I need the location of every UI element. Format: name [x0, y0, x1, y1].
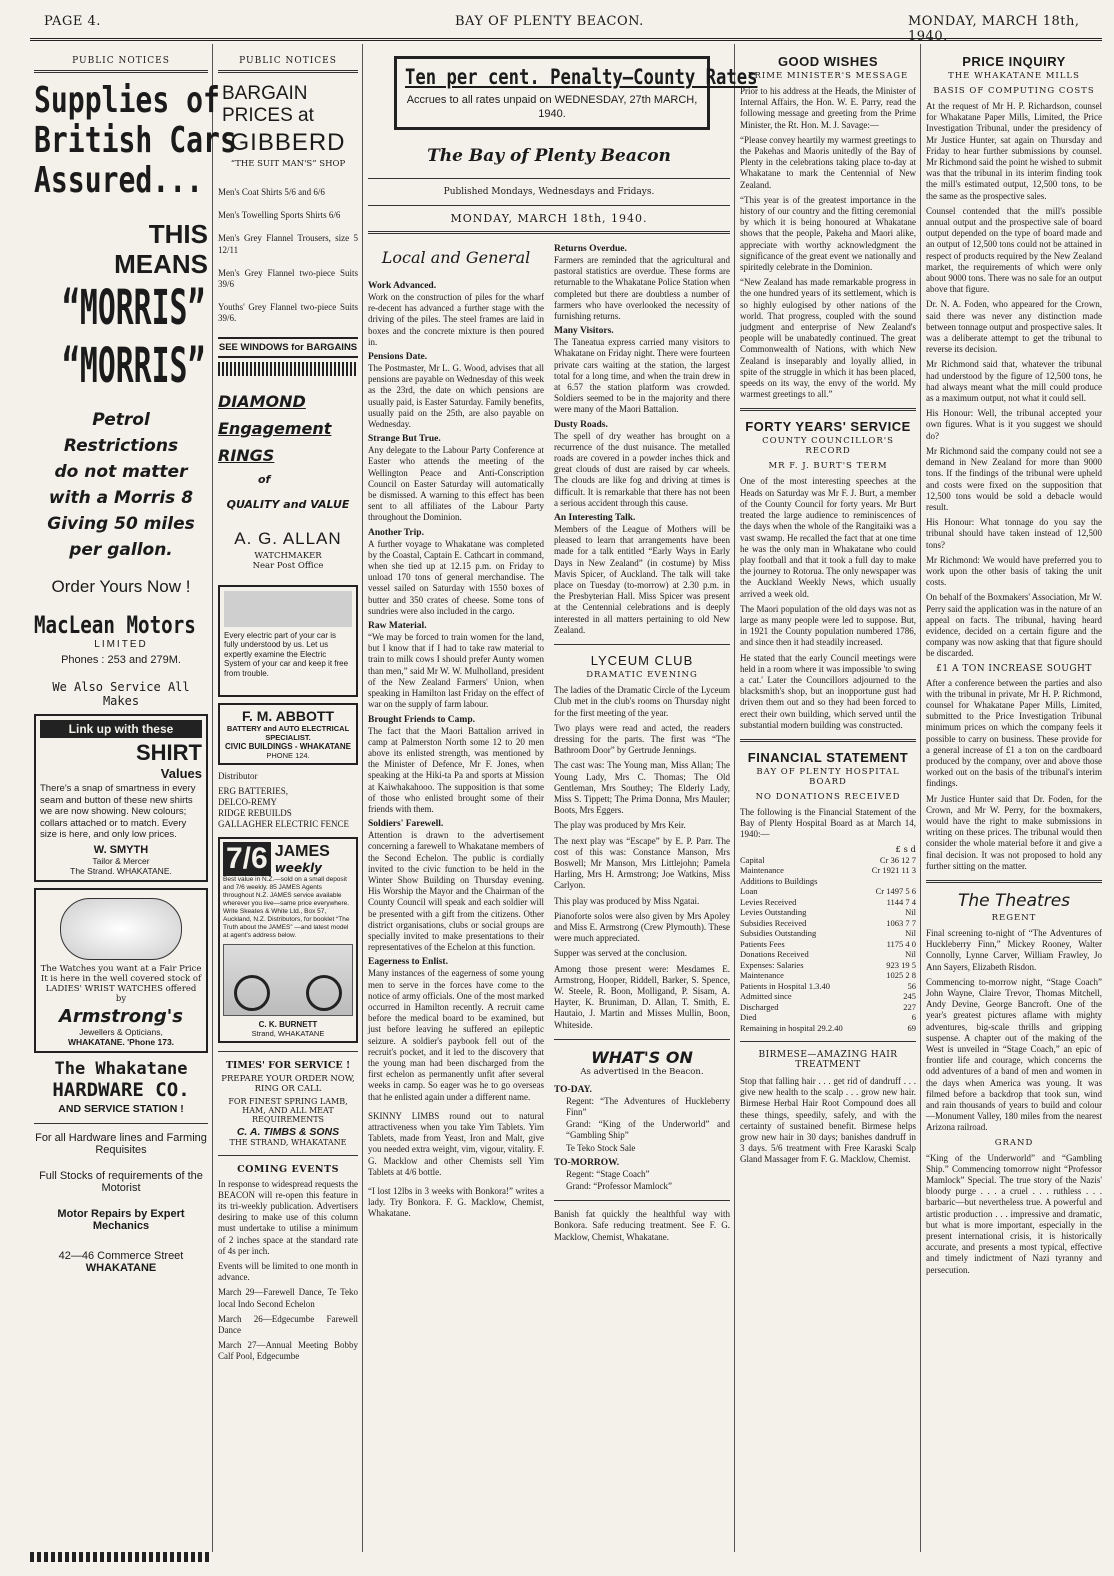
event-item: March 27—Annual Meeting Bobby Calf Pool, Edgecumbe — [218, 1340, 358, 1362]
news-text: Farmers are reminded that the agricultural and pastoral statistics are overdue. These forms are returnable to the Whakatane Police Station when completed but there are doubtless a number of farmers who have overlooked the necessity of furnishing returns. — [554, 255, 730, 322]
financial-row — [740, 928, 916, 939]
financial-row — [740, 855, 916, 866]
price-inquiry-text: His Honour: What tonnage do you say the tribunal should have taken instead of 12,500 tons? — [926, 517, 1102, 550]
rule — [34, 70, 208, 73]
financial-intro: The following is the Financial Statement of the Bay of Plenty Hospital Board as at March 14, 1940:— — [740, 806, 916, 840]
price-inquiry-text: On behalf of the Boxmakers' Association, Mr W. Perry said the application was in the nature of an appeal on facts. The tribunal, having heard evidence, decided on a certain figure and the company was now asking that that figure should be discarded. — [926, 592, 1102, 659]
hardware-address: 42—46 Commerce Street — [58, 1249, 184, 1262]
tomorrow-label: TO-MORROW. — [554, 1157, 620, 1168]
news-text: The Postmaster, Mr L. G. Wood, advises that all pensions are payable on Wednesday of this week as the 23rd, the date on which pensions are usually paid, is Easter Saturday. Family benefits, usually paid on the 25th, are also payable on Wednesday. — [368, 363, 544, 430]
financial-label: Maintenance — [740, 970, 784, 981]
good-wishes-text: “New Zealand has made remarkable progress in the one hundred years of its settlement, which is so highly eulogised by other nations of the world. That progress, coupled with the sound judgment and enterprise of New Zealand's people will be unabatedly continued. The great Commonwealth of Nations, with which New Zealand is inseparably and loyally allied, in spite of the struggle in which it has been placed, speeds on its way, the envy of the world. My warmest greetings to all.” — [740, 277, 916, 400]
financial-value: 1063 7 7 — [886, 917, 916, 928]
news-heading: Many Visitors. — [554, 326, 614, 337]
financial-row — [740, 981, 916, 992]
nearpo-text: Near Post Office — [252, 560, 324, 571]
rule — [218, 1051, 358, 1052]
shirt-values: Values — [160, 766, 202, 781]
news-heading: Pensions Date. — [368, 352, 428, 363]
financial-value: 69 — [907, 1022, 916, 1033]
smyth-name: W. SMYTH — [93, 843, 149, 856]
bargain-item: Men's Towelling Sports Shirts 6/6 — [218, 210, 341, 221]
good-wishes-text: “Please convey heartily my warmest greetings to the Pakehas and Maoris unitedly of the Bay of Plenty in the celebrations taking place to-day at Whakatane to mark the Centennial of New Zealand. — [740, 134, 916, 190]
financial-sub: BAY OF PLENTY HOSPITAL BOARD — [756, 766, 900, 787]
rule — [368, 178, 730, 179]
james-text: Best value in N.Z.—sold on a small deposit and 7/6 weekly. 85 JAMES Agents throughout N.Z. JAMES service available wherever you live—same price everywhere. Write Skeates & White Ltd., Box 57, Auckland, N.Z. Distributors, for booklet “The Truth about the JAMES” —and latest model at agent's address below. — [223, 875, 350, 939]
financial-units: £ s d — [895, 844, 916, 855]
column-2 — [218, 50, 358, 1546]
financial-value: Nil — [905, 907, 916, 918]
watch-text: The Watches you want at a Fair Price It is here in the well covered stock of LADIES' WRIST WATCHES offered by — [40, 963, 202, 1004]
section-label: PUBLIC NOTICES — [72, 56, 170, 66]
price-inquiry-text: At the request of Mr H. P. Richardson, counsel for Whakatane Paper Mills, Limited, the Price Investigation Tribunal, under the presidency of Mr Justice Hunter, sat again on Thursday and Friday to hear further submissions by counsel. Mr Richmond said the point he wished to submit was that the tribunal in its interim finding took the mill's estimated output, 12,500 tons, to be the same as the prospective sales. — [926, 101, 1102, 201]
distributor-label: Distributor — [218, 770, 258, 781]
column-1 — [34, 50, 237, 1546]
shirt-ad — [34, 714, 208, 882]
financial-row — [740, 865, 916, 876]
bargain-item: Men's Grey Flannel two-piece Suits 39/6 — [218, 267, 358, 290]
watch-ad — [34, 888, 208, 1053]
coming-events-text: Events will be limited to one month in advance. — [218, 1261, 358, 1283]
lyceum-heading: LYCEUM CLUB — [590, 653, 694, 669]
financial-value: 56 — [907, 980, 916, 991]
news-text: Work on the construction of piles for the wharf re-decent has advanced a further stage with the driving of the piles. The steel frames are laid in boxes and the concrete mixture is then poured in. — [368, 292, 544, 347]
news-right — [554, 240, 730, 1247]
hardware-line: Full Stocks of requirements of the Motorist — [39, 1169, 203, 1194]
engagement-text: Engagement — [218, 418, 332, 438]
rule — [218, 1155, 358, 1156]
financial-value: 1175 4 0 — [886, 938, 916, 949]
times-heading: TIMES' FOR SERVICE ! — [225, 1059, 351, 1071]
financial-row — [740, 1012, 916, 1023]
price-inquiry-text: His Honour: Well, the tribunal accepted your own figures. What is it you suggest we should do? — [926, 408, 1102, 441]
financial-value: 1144 7 4 — [886, 896, 916, 907]
hardware-line: Motor Repairs by Expert Mechanics — [57, 1207, 185, 1232]
allan-name: A. G. ALLAN — [234, 528, 342, 548]
bargain-item: Men's Coat Shirts 5/6 and 6/6 — [218, 187, 325, 197]
good-wishes-heading: GOOD WISHES — [777, 54, 879, 69]
paper-name: BAY OF PLENTY BEACON. — [455, 14, 644, 29]
column-divider — [212, 44, 213, 1552]
whats-on-item: Grand: “King of the Underworld” and “Gambling Ship” — [566, 1119, 730, 1141]
financial-row — [740, 960, 916, 971]
financial-value: 245 — [903, 991, 916, 1002]
good-wishes-text: “This year is of the greatest importance in the history of our country and the fitting ceremonial by which it is being honoured at Whakatane shows that the people, Pakeha and Maori alike, appreciate with worthy acknowledgment the significance of the great event we nationally and spiritedly celebrate in the Dominion. — [740, 194, 916, 273]
financial-value: 227 — [903, 1001, 916, 1012]
regent-text: Commencing to-morrow night, “Stage Coach” John Wayne, Claire Trevor, Thomas Mitchell, Andy Devine, George Bancroft. One of the year's greatest pictures aflame with mighty adventures, big-scale thrills and gripping suspense. A chapter out of the making of the West is unveiled in “Stage Coach,” an epic of frontier life and courage, which concerns the odd adventures of a band of men and women in the days when America was young. It was filmed before a backdrop that took sun, wind and rain thousands of years to build and colour—Monument Valley, 180 miles from the nearest Arizona railroad. — [926, 976, 1102, 1133]
james-name: JAMES — [274, 842, 330, 860]
whats-on-item: Grand: “Professor Mamlock” — [566, 1181, 672, 1191]
armstrong-sub: Jewellers & Opticians, — [79, 1026, 163, 1037]
lyceum-text: The cast was: The Young man, Miss Allan; The Young Lady, Mrs C. Thomas; The Old Gentleman, Mrs Southey; The Elderly Lady, Miss S. Tippett; The Prima Donna, Mrs Mauler; Boots, Mrs Eggers. — [554, 760, 730, 816]
financial-row — [740, 939, 916, 950]
financial-row — [740, 991, 916, 1002]
news-heading: Returns Overdue. — [554, 244, 627, 254]
whats-on-item: Te Teko Stock Sale — [566, 1142, 636, 1153]
column-divider — [362, 44, 363, 1552]
brand-line: DELCO-REMY — [218, 797, 277, 808]
prepare-text: PREPARE YOUR ORDER NOW, — [221, 1073, 355, 1084]
penalty-notice — [394, 56, 758, 130]
birmese-text: Stop that falling hair . . . get rid of dandruff . . . give new health to the scalp . . . grow new hair. Birmese Herbal Hair Root Compound does all these things, speedily, safely, and with the certainty of sustained benefit. Birmese helps grow new hair in 30 days; banishes dandruff in 3 days. 5/6 treatment with Free Karaski Scalp Gland Massager from F. G. Macklow, Chemist. — [740, 1076, 916, 1165]
financial-row — [740, 1002, 916, 1013]
published-text: Published Mondays, Wednesdays and Fridays. — [443, 187, 655, 197]
news-heading: An Interesting Talk. — [554, 513, 636, 524]
financial-row — [740, 886, 916, 897]
financial-label: Discharged — [740, 1001, 779, 1012]
lyceum-text: Two plays were read and acted, the readers dressing for the parts. The first was “The Bathroom Door” by Gertrude Jennings. — [554, 722, 730, 756]
news-left — [368, 240, 544, 1247]
whats-on-heading: WHAT'S ON — [591, 1047, 693, 1067]
watch-illustration — [60, 898, 182, 960]
header-rule — [30, 38, 1102, 41]
phones-text: Phones : 253 and 279M. — [61, 654, 181, 666]
rule — [554, 644, 730, 645]
grand-heading: GRAND — [994, 1137, 1034, 1148]
regent-heading: REGENT — [991, 913, 1037, 923]
service-text: We Also Service All Makes — [52, 680, 190, 708]
forty-years-sub: COUNTY COUNCILLOR'S RECORD — [762, 436, 894, 457]
petrol-line: with a Morris 8 — [48, 488, 194, 508]
news-heading: Eagerness to Enlist. — [368, 957, 448, 968]
rule — [554, 1200, 730, 1201]
financial-label: Patients in Hospital 1.3.40 — [740, 980, 830, 991]
means-text: MEANS — [114, 249, 208, 279]
burnett-address: Strand, WHAKATANE — [251, 1028, 325, 1038]
footer-stripe — [30, 1552, 210, 1562]
morris-text: “MORRIS” — [62, 338, 206, 394]
news-text: Attention is drawn to the advertisement concerning a farewell to Whakatane members of the Second Echelon. The public is cordially invited to the civic function to be held in the Winter Show Building on Thursday evening. His Worship the Mayor and the Chairman of the County Council will speak and each soldier will be presented with a gift from the citizens. Other district organisations, clubs or social groups are specially invited to make presentations to their representatives of the Echelon at this function. — [368, 830, 544, 953]
financial-label: Capital — [740, 854, 765, 865]
whats-on-item: Regent: “The Adventures of Huckleberry Finn” — [566, 1095, 730, 1117]
financial-label: Patients Fees — [740, 938, 785, 949]
smyth-sub: Tailor & Mercer — [92, 855, 150, 866]
good-wishes-text: Prior to his address at the Heads, the Minister of Internal Affairs, the Hon. W. E. Parry, read the following message and greeting from the Prime Minister, the Rt. Hon. M. J. Savage:— — [740, 86, 916, 130]
lyceum-text: The ladies of the Dramatic Circle of the Lyceum Club met in the club's rooms on Thursday night for the first meeting of the year. — [554, 685, 730, 718]
financial-row — [740, 918, 916, 929]
quality-text: QUALITY and VALUE — [226, 497, 350, 511]
rule — [554, 1039, 730, 1040]
ton-text: Mr Justice Hunter said that Dr. Foden, for the Crown, and Mr W. Perry, for the boxmakers, would have the right to make submissions in writing on these prices. The tribunal would then consider the whole material before it and give a final decision. It was not proposed to hold any further sitting on the matter. — [926, 793, 1102, 871]
abbott-ad — [218, 703, 358, 765]
bargain-item: Youths' Grey Flannel two-piece Suits 39/6. — [218, 302, 358, 324]
petrol-line: Giving 50 miles — [47, 514, 195, 534]
dateline: MONDAY, MARCH 18th, 1940. — [450, 212, 648, 225]
motorcycle-illustration — [223, 944, 353, 1016]
financial-value: 923 19 5 — [886, 959, 916, 970]
financial-label: Donations Received — [740, 949, 809, 960]
maclean-motors-logo: MacLean Motors — [34, 611, 196, 639]
shirt-text: There's a snap of smartness in every seam and button of these new shirts we are now showing. New colours; collars attached or to match. Every size is here, and only low prices. — [40, 783, 196, 840]
news-heading: Dusty Roads. — [554, 419, 608, 430]
financial-heading: FINANCIAL STATEMENT — [747, 749, 909, 765]
financial-value: Nil — [905, 928, 916, 939]
hardware-title: The Whakatane — [54, 1058, 188, 1079]
news-heading: Strange But True. — [368, 434, 441, 445]
timbs-address: THE STRAND, WHAKATANE — [229, 1137, 347, 1147]
news-heading: Raw Material. — [368, 621, 427, 632]
electric-illustration — [224, 591, 352, 627]
stripe-rule — [218, 362, 358, 376]
lyceum-text: This play was produced by Miss Ngatai. — [554, 895, 700, 906]
windows-banner: SEE WINDOWS for BARGAINS — [218, 337, 358, 358]
rule — [368, 231, 730, 234]
price-inquiry-sub: BASIS OF COMPUTING COSTS — [933, 86, 1095, 96]
price-inquiry-sub: THE WHAKATANE MILLS — [948, 71, 1080, 81]
news-text: The Taneatua express carried many visitors to Whakatane on Friday night. There were fourteen private cars waiting at the station, the largest total for a long time, and when the train drew in at 6.57 the station platform was crowded. Soldiers seemed to be in the majority and there were many of the Maori Battalion. — [554, 337, 730, 415]
news-columns — [368, 240, 730, 1247]
limited-text: LIMITED — [94, 639, 148, 650]
financial-row — [740, 876, 916, 887]
news-text: “We may be forced to train women for the land, but I know that if I had to take raw material to train to milk cows I should prefer Aunty women than men,” said Mr W. W. Mulholland, president of the New Zealand Farmers' Union, when speaking in Hamilton last Friday on the effect of war on the supply of farm labour. — [368, 632, 544, 710]
news-text: The spell of dry weather has brought on a recurrence of the dust nuisance. The metalled roads are covered in a powder inches thick and great clouds of dust are raised by car wheels. The clouds are like fog and driving at times is difficult. It is remarkable that there has not been a serious accident through this cause. — [554, 430, 730, 508]
financial-label: Died — [740, 1012, 757, 1023]
of-text: of — [258, 472, 271, 486]
james-weekly: weekly — [274, 860, 322, 875]
financial-label: Maintenance — [740, 865, 784, 876]
lyceum-text: Pianoforte solos were also given by Mrs Apoley and Miss E. Armstrong (Crew Plymouth). These were much appreciated. — [554, 910, 730, 944]
theatres-heading: The Theatres — [957, 891, 1071, 911]
rule — [368, 205, 730, 206]
news-text: “I lost 12lbs in 3 weeks with Bonkora!” writes a lady. Try Bonkora. F. G. Macklow, Chemist, Whakatane. — [368, 1186, 544, 1219]
watchmaker-text: WATCHMAKER — [254, 550, 322, 561]
news-heading: Soldiers' Farewell. — [368, 819, 444, 830]
financial-label: Additions to Buildings — [740, 875, 818, 886]
news-heading: Another Trip. — [368, 527, 424, 538]
financial-label: Levies Received — [740, 896, 797, 907]
price-inquiry-heading: PRICE INQUIRY — [962, 54, 1066, 69]
news-text: SKINNY LIMBS round out to natural attractiveness when you take Yim Tablets. Yim Tablets, made from Yeast, Iron and Malt, give you needed extra weight, vim, vigour, vitality. F. G. Macklow and other Chemists sell Yim Tablets at 4/6 bottle. — [368, 1110, 544, 1177]
forty-years-text: The Maori population of the old days was not as large as many people were led to suppose. But, in 1921 the County population numbered 1786, and since then it had steadily increased. — [740, 603, 916, 648]
armstrong-name: Armstrong's — [58, 1005, 184, 1027]
order-text: Order Yours Now ! — [51, 577, 191, 596]
bonkora-ad: Banish fat quickly the healthful way with Bonkora. Safe reducing treatment. See F. G. Macklow, Chemist, Whakatane. — [554, 1209, 730, 1242]
whats-on-sub: As advertised in the Beacon. — [580, 1066, 704, 1077]
financial-value: 1025 2 8 — [886, 970, 916, 981]
page-header — [0, 0, 1114, 46]
smyth-address: The Strand. WHAKATANE. — [70, 865, 172, 876]
price-inquiry-text: Mr Richmond: We would have preferred you to work upon the other basis of taking the unit costs. — [926, 554, 1102, 588]
financial-label: Remaining in hospital 29.2.40 — [740, 1022, 843, 1033]
coming-events-heading: COMING EVENTS — [237, 1163, 339, 1175]
james-ad — [218, 837, 358, 1043]
rule — [218, 70, 358, 73]
penalty-text: Accrues to all rates unpaid on WEDNESDAY, 27th MARCH, 1940. — [406, 94, 698, 120]
lyceum-text: Among those present were: Mesdames E. Armstrong, Hooper, Riddell, Barker, S. Spence, W. Steele, R. Boon, Molligand, P. Sisam, A. Hayter, K. Bruniman, D. Allan, T. Smith, E. Hautaio, J. Martin and Misses Mullin, Boon, Whiteside. — [554, 963, 730, 1030]
page-number: PAGE 4. — [44, 14, 101, 29]
financial-label: Subsidies Received — [740, 917, 807, 928]
abbott-address: CIVIC BUILDINGS - WHAKATANE — [225, 741, 351, 751]
petrol-line: do not matter — [54, 462, 188, 482]
financial-value: Cr 1921 11 3 — [871, 865, 916, 876]
price-inquiry-text: Mr Richmond said that, whatever the tribunal had understood by the figure of 12,500 tons, he had always meant what the mill could produce as a maximum output, not what it could sell. — [926, 359, 1102, 404]
column-4 — [740, 50, 916, 1546]
column-divider — [920, 44, 921, 1552]
hardware-title: HARDWARE CO. — [52, 1078, 190, 1101]
news-text: Members of the League of Mothers will be pleased to learn that arrangements have been made for a talk entitled “Early Ways in Early Days in New Zealand” (in costume) by Miss Mavis Spicer, of Auckland. The talk will take place on Tuesday (to-morrow) at 2.30 p.m. in the Presbyterian Hall. Miss Spicer was present at the Centennial celebrations and is deeply interested in all matters pertaining to old New Zealand. — [554, 524, 730, 635]
financial-value — [863, 876, 916, 887]
electric-ad — [218, 585, 358, 697]
rule — [34, 1123, 208, 1124]
masthead: The Bay of Plenty Beacon — [427, 146, 671, 166]
electric-text: Every electric part of your car is fully understood by us. Let us expertly examine the Electric System of your car and keep it free from trouble. — [224, 630, 349, 678]
lyceum-text: Supper was served at the conclusion. — [554, 948, 687, 959]
news-heading: Work Advanced. — [368, 281, 437, 291]
penalty-heading: Ten per cent. Penalty—County Rates — [405, 65, 758, 89]
news-heading: Brought Friends to Camp. — [368, 714, 475, 725]
forty-years-heading: FORTY YEARS' SERVICE — [745, 419, 911, 435]
forty-years-text: One of the most interesting speeches at the Heads on Saturday was Mr F. J. Burt, a member of the County Council for forty years. Mr Burt treated the large audience to reminiscences of the days when the whole of the Rangitaiki was a vast swamp. He recalled the fact that at one time he was the only man in Whakatane who could play football and that it took a full day to make the journey to Rotorua. The only newspaper was the Auckland Weekly News, which usually arrived a week old. — [740, 476, 916, 599]
financial-row — [740, 1023, 916, 1034]
local-general-heading: Local and General — [381, 248, 531, 267]
shirt-heading: Link up with these — [40, 720, 202, 738]
financial-label: Loan — [740, 886, 758, 897]
news-text: The fact that the Maori Battalion arrived in camp at Palmerston North some 12 to 20 men above its enlisted strength, was mentioned by the Minister of Defence, Mr F. Jones, when speaking at the Hiki-ta Pa and sports at Mission at Kaiwhakahooo. The supposition is that some of those who enlisted brought some of their friends with them. — [368, 725, 544, 814]
shirt-word: SHIRT — [136, 740, 202, 765]
abbott-sub: BATTERY and AUTO ELECTRICAL SPECIALIST. — [226, 723, 350, 742]
lyceum-text: The next play was “Escape” by E. P. Parr. The cost of this was: Constance Manson, Mrs Boswell; Mr Manson, Mrs Littlejohn; Pamela Harling, Mrs H. Armstrong; Joe Watkins, Miss Carlyon. — [554, 835, 730, 891]
bargain-line: BARGAIN — [222, 83, 308, 104]
brand-line: GALLAGHER ELECTRIC FENCE — [218, 819, 349, 830]
regent-text: Final screening to-night of “The Adventures of Huckleberry Finn,” Mickey Rooney, Walter Connolly, Lynne Carver, William Frawley, Jo Ann Sayers, Elizabeth Risdon. — [926, 928, 1102, 972]
financial-row — [740, 949, 916, 960]
timbs-name: C. A. TIMBS & SONS — [236, 1125, 340, 1138]
birmese-heading: BIRMESE—AMAZING HAIR TREATMENT — [758, 1050, 898, 1071]
headline-line: Supplies of — [34, 80, 220, 121]
finest-text: FOR FINEST SPRING LAMB, HAM, AND ALL MEAT REQUIREMENTS — [228, 1096, 348, 1124]
news-text: A further voyage to Whakatane was completed by the Coastal, Captain E. Cathcart in command, when she tied up at 12.15 p.m. on Friday to unload 170 tons of general merchandise. The vessel sailed on Saturday with 1550 boxes of butter and 350 crates of cheese. Some tons of sundries were also included in the cargo. — [368, 538, 544, 616]
financial-row — [740, 970, 916, 981]
headline-line: British Cars — [34, 120, 237, 161]
abbott-name: F. M. ABBOTT — [241, 707, 335, 724]
whats-on-item: Regent: “Stage Coach” — [566, 1168, 650, 1179]
coming-events-text: In response to widespread requests the BEACON will re-open this feature in its tri-weekly publication. Advertisers desiring to make use of this column must undertake to utilise a minimum of 2 inches space at the standard rate of 4s per inch. — [218, 1178, 358, 1256]
column-divider — [734, 44, 735, 1552]
good-wishes-sub: PRIME MINISTER'S MESSAGE — [747, 71, 909, 81]
financial-label: Subsidies Outstanding — [740, 928, 817, 939]
armstrong-address: WHAKATANE. 'Phone 173. — [67, 1036, 175, 1047]
financial-row — [740, 897, 916, 908]
column-5 — [926, 50, 1102, 1546]
suitman-text: “THE SUIT MAN'S” SHOP — [230, 159, 346, 169]
lyceum-sub: DRAMATIC EVENING — [586, 670, 698, 681]
grand-text: “King of the Underworld” and “Gambling Ship.” Commencing tomorrow night “Professor Mamlock” Special. The true story of the Nazis' bloody purge . . . a cruel . . . ruthless . . . barbaric—but nevertheless true. A powerful and artistic production . . . impressive and dramatic, but what is more important, especially in the present international crisis, it is historically accurate, and presents a most typical, effective and timely indictment of Nazi tyranny and persecution. — [926, 1152, 1102, 1275]
financial-row — [740, 907, 916, 918]
diamond-text: DIAMOND — [218, 391, 306, 411]
gibberd-name: GIBBERD — [230, 129, 346, 156]
price-inquiry-text: Mr Richmond said the company could not see a demand in New Zealand for more than 9000 tons. If the findings of the tribunal were upheld and costs were fixed on the supposition that 12,500 tons would be sold a debacle would result. — [926, 445, 1102, 512]
today-label: TO-DAY. — [554, 1084, 592, 1095]
hardware-title: AND SERVICE STATION ! — [58, 1102, 184, 1115]
issue-date: MONDAY, MARCH 18th, 1940. — [908, 14, 1080, 44]
brand-line: RIDGE REBUILDS — [218, 808, 292, 819]
abbott-phone: PHONE 124. — [266, 750, 310, 760]
financial-value: Cr 36 12 7 — [879, 854, 916, 865]
brand-line: ERG BATTERIES, — [218, 785, 289, 796]
forty-years-sub: MR F. J. BURT'S TERM — [768, 461, 888, 472]
bargain-line: PRICES at — [222, 105, 314, 126]
lyceum-text: The play was produced by Mrs Keir. — [554, 820, 686, 831]
petrol-line: Petrol Restrictions — [63, 410, 179, 456]
ton-heading: £1 A TON INCREASE SOUGHT — [936, 663, 1092, 674]
event-item: March 26—Edgecumbe Farewell Dance — [218, 1313, 358, 1336]
financial-sub: NO DONATIONS RECEIVED — [755, 791, 901, 802]
ring-text: RING OR CALL — [254, 1083, 322, 1094]
morris-text: “MORRIS” — [62, 280, 206, 336]
financial-label: Levies Outstanding — [740, 907, 807, 918]
bargain-item: Men's Grey Flannel Trousers, size 5 12/11 — [218, 233, 358, 255]
forty-years-text: He stated that the early Council meetings were held in a room where it was impossible 'to swing a cat.' Later the Councillors adjourned to the blacksmith's shop, but an inopportune gust had driven them out and so they had been forced to erect their own building, which served until the substantial modern building was constructed. — [740, 652, 916, 730]
james-price: 7/6 — [223, 842, 271, 876]
event-item: March 29—Farewell Dance, Te Teko local Indo Second Echelon — [218, 1287, 358, 1309]
hardware-line: For all Hardware lines and Farming Requisites — [35, 1131, 207, 1156]
news-text: Any delegate to the Labour Party Conference at Easter who attends the meeting of the Wellington Peace and Anti-Conscription Council on Easter Saturday will automatically be dismissed. A warning to this effect has been sent to all affiliates of the Labour Party throughout the Dominion. — [368, 445, 544, 523]
financial-value: 6 — [911, 1012, 916, 1023]
financial-value: Nil — [905, 949, 916, 960]
hardware-address: WHAKATANE — [85, 1261, 157, 1274]
rings-text: RINGS — [218, 445, 275, 465]
price-inquiry-text: Counsel contended that the mill's possible annual output and the prospective sale of board output depended on the type of board made and an output of 12,500 tons could not be attained in respect of products required by the New Zealand market, the requirements of which were only about 9000 tons. There was no sale for an output above that figure. — [926, 205, 1102, 295]
rule — [740, 408, 916, 411]
ton-text: After a conference between the parties and also with the tribunal in private, Mr H. P. Richmond, counsel for Whakatane Paper Mills, Limited, submitted to the Price Investigation Tribunal minimum prices on which the company feels it possible to carry on business. These provide for a general increase of £1 a ton on the cardboard produced by the company, over and above those worked out on the basis of the tribunal's interim findings. — [926, 677, 1102, 789]
rule — [740, 1041, 916, 1042]
petrol-line: per gallon. — [69, 540, 173, 560]
financial-value: Cr 1497 5 6 — [875, 886, 916, 897]
financial-table — [740, 855, 916, 1034]
financial-label: Admitted since — [740, 991, 792, 1002]
burnett-name: C. K. BURNETT — [258, 1019, 318, 1029]
rule — [926, 880, 1102, 883]
this-text: THIS — [148, 219, 208, 249]
headline-line: Assured... — [34, 160, 204, 201]
price-inquiry-text: Dr. N. A. Foden, who appeared for the Crown, said there was never any distinction made between tonnage output and prospective sales. It was a deliberate attempt to get the tribunal to reverse its decision. — [926, 299, 1102, 355]
rule — [740, 739, 916, 742]
section-label: PUBLIC NOTICES — [239, 56, 337, 66]
news-text: Many instances of the eagerness of some young men to serve in the forces have come to the notice of army officials. One of the most marked occurred in Hamilton recently. A recruit came before the medical board to be examined, but just before leaving he suffered an epileptic seizure. A soldier's paybook fell out of the recruit's pocket, and it led to the discovery that the young man had been discharged from the first echelon as permanently unfit after several weeks in camp. So eager was he to go overseas that he enlisted again under a different name. — [368, 968, 544, 1102]
financial-label: Expenses: Salaries — [740, 959, 804, 970]
